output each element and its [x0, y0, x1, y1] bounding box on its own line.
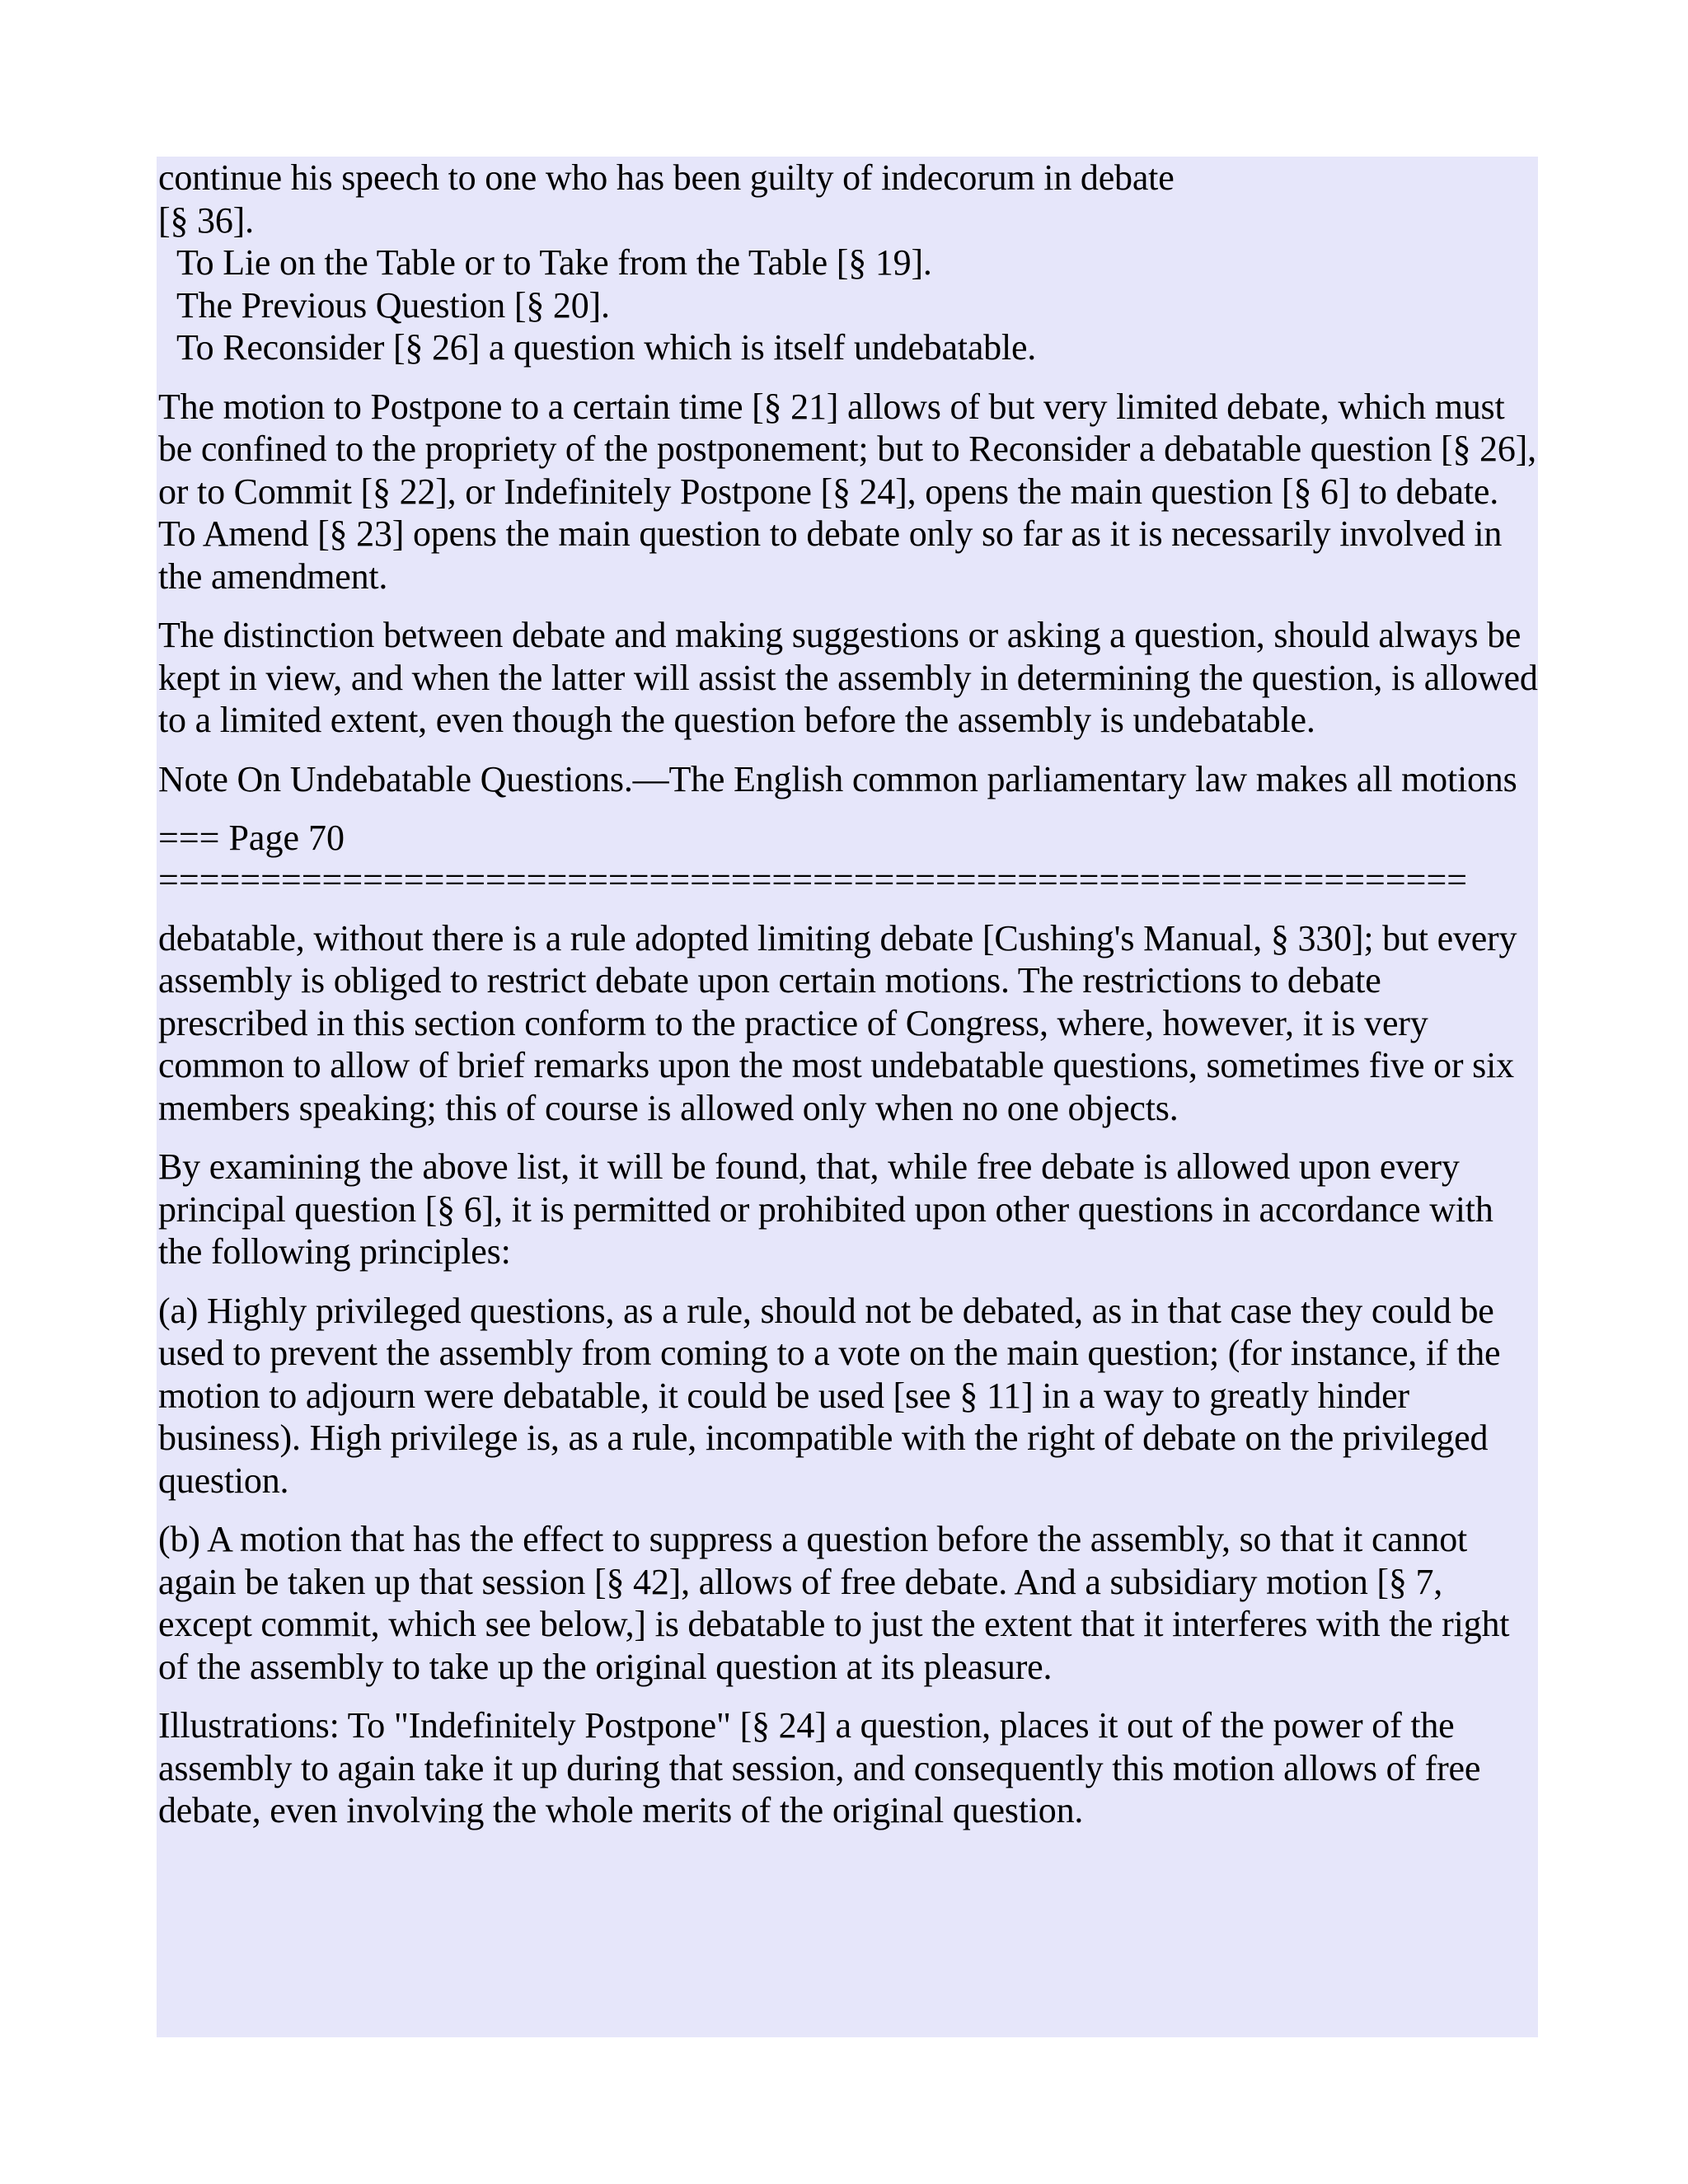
paragraph-examining: By examining the above list, it will be found, that, while free debate is allowed upon every principal question [§ 6], it is permitted or prohibited upon other questions in accordance with the following principles:	[158, 1146, 1493, 1272]
list-item-previous-question: The Previous Question [§ 20].	[176, 284, 610, 326]
list-item-reconsider: To Reconsider [§ 26] a question which is itself undebatable.	[176, 327, 1037, 368]
paragraph-principle-a: (a) Highly privileged questions, as a rule, should not be debated, as in that case they could be used to prevent the assembly from coming to a vote on the main question; (for instance, if the motion to adjourn were debatable, it could be used [see § 11] in a way to greatly hinder business). High privilege is, as a rule, incompatible with the right of debate on the privileged question.	[158, 1290, 1501, 1501]
paragraph-debatable: debatable, without there is a rule adopted limiting debate [Cushing's Manual, § 330]; but every assembly is obliged to restrict debate upon certain motions. The restrictions to debate prescribed in this section conform to the practice of Congress, where, however, it is very common to allow of brief remarks upon the most undebatable questions, sometimes five or six members speaking; this of course is allowed only when no one objects.	[158, 917, 1517, 1128]
paragraph-line: [§ 36].	[158, 199, 254, 241]
page-separator-rule: ================================================================	[158, 867, 1468, 893]
list-item-lie-on-table: To Lie on the Table or to Take from the Table [§ 19].	[176, 242, 932, 283]
paragraph-illustrations: Illustrations: To "Indefinitely Postpone" [§ 24] a question, places it out of the power of the assembly to again take it up during that session, and consequently this motion allows of free debate, even involving the whole merits of the original question.	[158, 1705, 1481, 1830]
paragraph-continue-speech	[158, 157, 1538, 241]
text-block	[157, 157, 1538, 2037]
paragraph-distinction: The distinction between debate and making suggestions or asking a question, should always be kept in view, and when the latter will assist the assembly in determining the question, is allowed to a limited extent, even though the question before the assembly is undebatable.	[158, 615, 1538, 740]
paragraph-line: continue his speech to one who has been guilty of indecorum in debate	[158, 157, 1175, 198]
paragraph-postpone: The motion to Postpone to a certain time [§ 21] allows of but very limited debate, which must be confined to the propriety of the postponement; but to Reconsider a debatable question [§ 26], or to Commit [§ 22], or Indefinitely Postpone [§ 24], opens the main question [§ 6] to debate. To Amend [§ 23] opens the main question to debate only so far as it is necessarily involved in the amendment.	[158, 386, 1536, 597]
paragraph-principle-b: (b) A motion that has the effect to suppress a question before the assembly, so that it cannot again be taken up that session [§ 42], allows of free debate. And a subsidiary motion [§ 7, except commit, which see below,] is debatable to just the extent that it interferes with the right of the assembly to take up the original question at its pleasure.	[158, 1519, 1510, 1687]
paragraph-note-undebatable: Note On Undebatable Questions.—The English common parliamentary law makes all motions	[158, 758, 1517, 799]
page-marker: === Page 70	[158, 818, 345, 858]
